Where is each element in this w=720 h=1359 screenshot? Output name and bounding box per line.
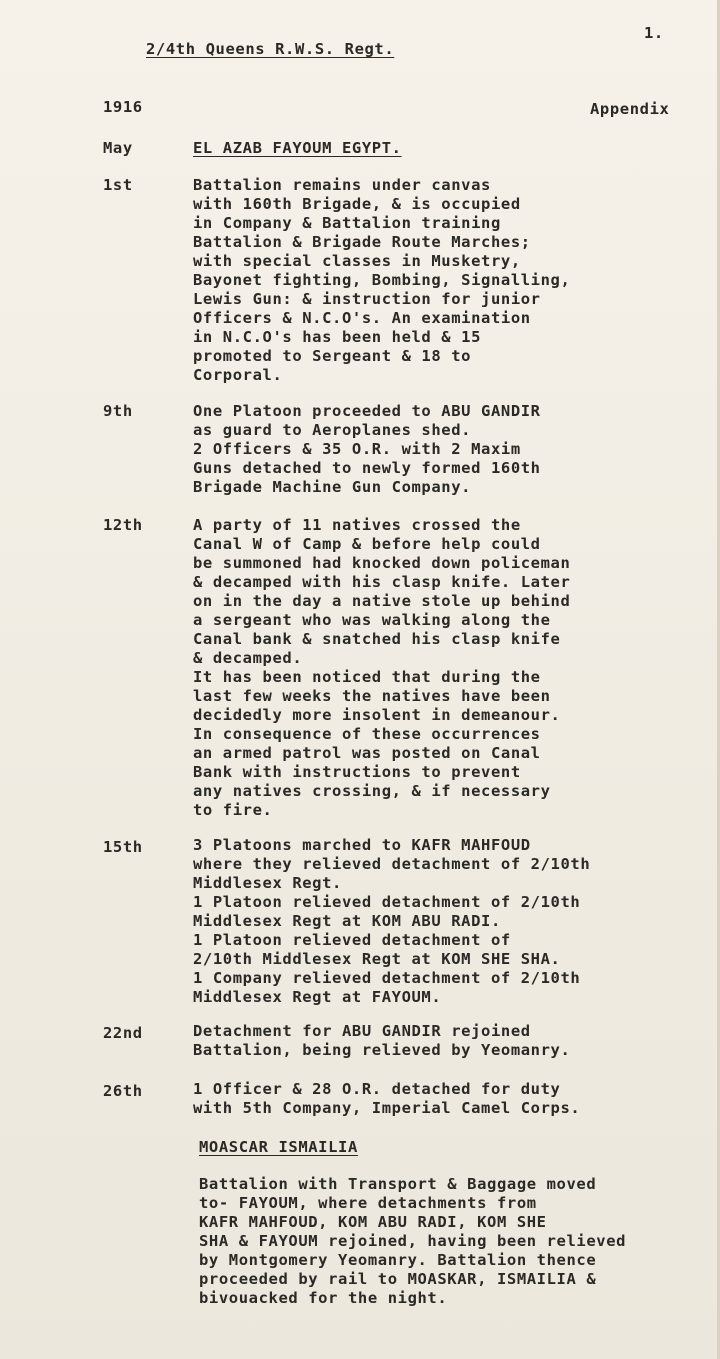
entry-line: in N.C.O's has been held & 15 (193, 328, 482, 346)
entry-line: 1 Officer & 28 O.R. detached for duty (193, 1080, 561, 1098)
entry-line: decidedly more insolent in demeanour. (193, 706, 561, 724)
entry-line: to fire. (193, 801, 273, 819)
entry-line: Corporal. (193, 366, 283, 384)
entry-line: with 5th Company, Imperial Camel Corps. (193, 1099, 581, 1117)
entry-line: 1 Company relieved detachment of 2/10th (193, 969, 581, 987)
entry-line: Guns detached to newly formed 160th (193, 459, 541, 477)
entry-line: In consequence of these occurrences (193, 725, 541, 743)
paragraph-line: proceeded by rail to MOASKAR, ISMAILIA & (199, 1270, 597, 1288)
entry-line: & decamped with his clasp knife. Later (193, 573, 571, 591)
entry-line: Battalion remains under canvas (193, 176, 491, 194)
entry-line: 2 Officers & 35 O.R. with 2 Maxim (193, 440, 521, 458)
entry-text (193, 516, 693, 820)
month: May (103, 139, 133, 157)
entry-line: in Company & Battalion training (193, 214, 501, 232)
paragraph-line: to- FAYOUM, where detachments from (199, 1194, 537, 1212)
entry-line: One Platoon proceeded to ABU GANDIR (193, 402, 541, 420)
entry-line: last few weeks the natives have been (193, 687, 551, 705)
paragraph-line: SHA & FAYOUM rejoined, having been relieved (199, 1232, 627, 1250)
paragraph-line: Battalion with Transport & Baggage moved (199, 1175, 597, 1193)
entry-line: Officers & N.C.O's. An examination (193, 309, 531, 327)
page-number: 1. (644, 24, 664, 42)
entry-line: where they relieved detachment of 2/10th (193, 855, 591, 873)
location-heading: EL AZAB FAYOUM EGYPT. (193, 139, 402, 157)
entry-date: 26th (103, 1082, 143, 1100)
entry-text (193, 402, 693, 497)
entry-date: 1st (103, 176, 133, 194)
year: 1916 (103, 98, 143, 116)
entry-line: Canal W of Camp & before help could (193, 535, 541, 553)
entry-line: Bayonet fighting, Bombing, Signalling, (193, 271, 571, 289)
paragraph-line: KAFR MAHFOUD, KOM ABU RADI, KOM SHE (199, 1213, 547, 1231)
entry-line: Canal bank & snatched his clasp knife (193, 630, 561, 648)
entry-line: Battalion & Brigade Route Marches; (193, 233, 531, 251)
second-location-heading: MOASCAR ISMAILIA (199, 1138, 358, 1156)
entry-date: 15th (103, 838, 143, 856)
entry-text (193, 836, 693, 1007)
paragraph-line: bivouacked for the night. (199, 1289, 448, 1307)
entry-line: a sergeant who was walking along the (193, 611, 551, 629)
entry-line: Lewis Gun: & instruction for junior (193, 290, 541, 308)
unit-title: 2/4th Queens R.W.S. Regt. (146, 40, 395, 58)
entry-line: any natives crossing, & if necessary (193, 782, 551, 800)
entry-line: 3 Platoons marched to KAFR MAHFOUD (193, 836, 531, 854)
entry-line: be summoned had knocked down policeman (193, 554, 571, 572)
entry-date: 22nd (103, 1024, 143, 1042)
entry-line: Middlesex Regt at FAYOUM. (193, 988, 442, 1006)
entry-text (193, 1022, 693, 1060)
entry-line: an armed patrol was posted on Canal (193, 744, 541, 762)
entry-line: Bank with instructions to prevent (193, 763, 521, 781)
entry-line: Detachment for ABU GANDIR rejoined (193, 1022, 531, 1040)
entry-date: 12th (103, 516, 143, 534)
entry-line: Middlesex Regt at KOM ABU RADI. (193, 912, 501, 930)
entry-line: promoted to Sergeant & 18 to (193, 347, 472, 365)
entry-line: as guard to Aeroplanes shed. (193, 421, 472, 439)
entry-line: with special classes in Musketry, (193, 252, 521, 270)
entry-line: 1 Platoon relieved detachment of 2/10th (193, 893, 581, 911)
entry-line: 2/10th Middlesex Regt at KOM SHE SHA. (193, 950, 561, 968)
appendix-label: Appendix (590, 100, 670, 118)
entry-line: Brigade Machine Gun Company. (193, 478, 472, 496)
final-paragraph (199, 1175, 699, 1308)
entry-line: Middlesex Regt. (193, 874, 342, 892)
entry-text (193, 176, 693, 385)
entry-date: 9th (103, 402, 133, 420)
entry-line: 1 Platoon relieved detachment of (193, 931, 511, 949)
entry-line: with 160th Brigade, & is occupied (193, 195, 521, 213)
entry-line: & decamped. (193, 649, 303, 667)
paragraph-line: by Montgomery Yeomanry. Battalion thence (199, 1251, 597, 1269)
entry-line: A party of 11 natives crossed the (193, 516, 521, 534)
entry-text (193, 1080, 693, 1118)
entry-line: Battalion, being relieved by Yeomanry. (193, 1041, 571, 1059)
entry-line: on in the day a native stole up behind (193, 592, 571, 610)
entry-line: It has been noticed that during the (193, 668, 541, 686)
